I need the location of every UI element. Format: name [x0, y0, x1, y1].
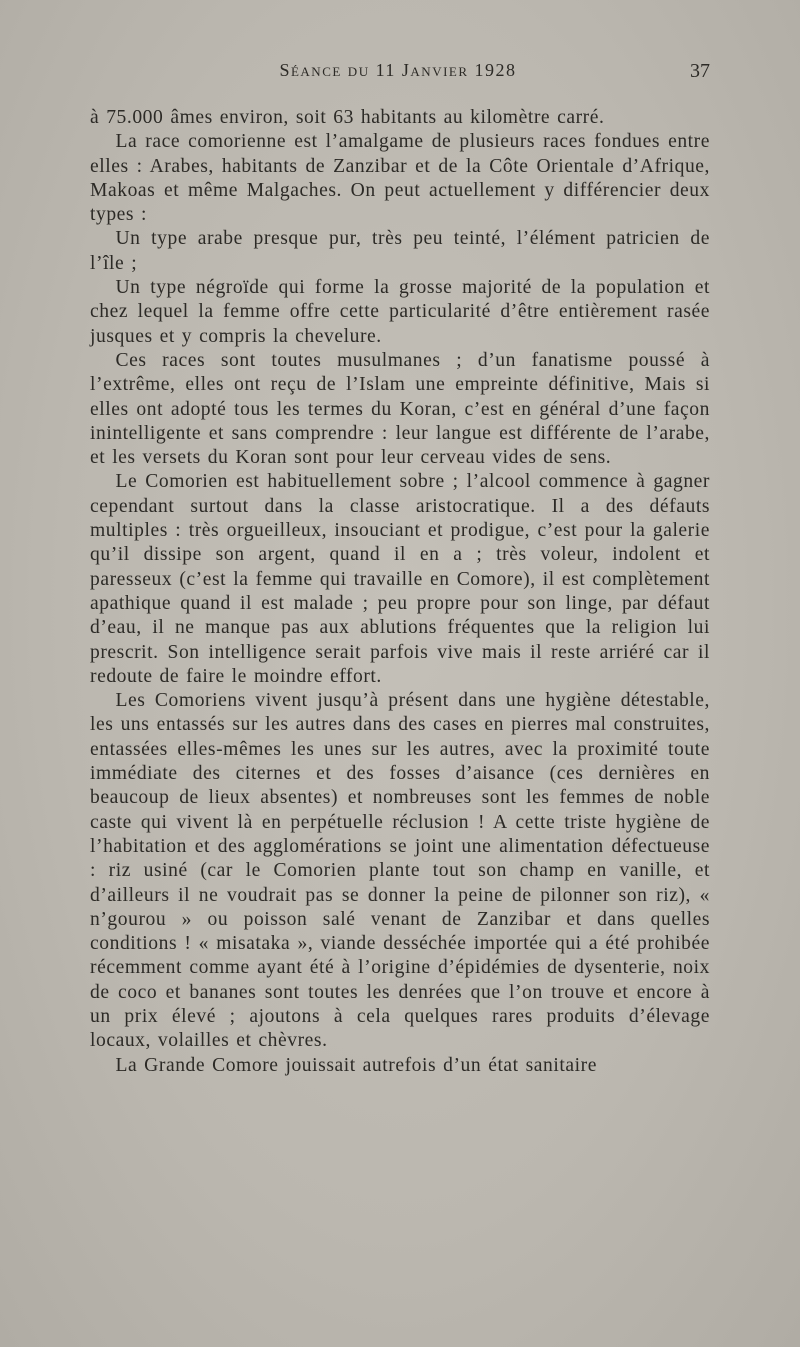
paragraph-8: La Grande Comore jouissait autrefois d’un état sanitaire [115, 1054, 597, 1076]
body-text [90, 106, 710, 1306]
page-number: 37 [690, 60, 710, 82]
paragraph-2: La race comorienne est l’amalgame de plusieurs races fondues entre elles : Arabes, habitants de Zanzibar et de la Côte Orientale d’Afrique, Makoas et même Malgaches. On peut actuellement y différencier deux types : [90, 131, 710, 226]
paragraph-3: Un type arabe presque pur, très peu teinté, l’élément patricien de l’île ; [90, 228, 710, 274]
paragraph-5: Ces races sont toutes musulmanes ; d’un fanatisme poussé à l’extrême, elles ont reçu de l’Islam une empreinte définitive, Mais si elles ont adopté tous les termes du Koran, c’est en général d’une façon inintelligente et sans comprendre : leur langue est différente de l’arabe, et les versets du Koran sont pour leur cerveau vides de sens. [90, 349, 710, 469]
paragraph-4: Un type négroïde qui forme la grosse majorité de la population et chez lequel la femme offre cette particularité d’être entièrement rasée jusques et y compris la chevelure. [90, 277, 710, 347]
paragraph-6: Le Comorien est habituellement sobre ; l’alcool commence à gagner cependant surtout dans la classe aristocratique. Il a des défauts multiples : très orgueilleux, insouciant et prodigue, c’est pour la galerie qu’il dissipe son argent, quand il en a ; très voleur, indolent et paresseux (c’est la femme qui travaille en Comore), il est complètement apathique quand il est malade ; peu propre pour son linge, par défaut d’eau, il ne manque pas aux ablutions fréquentes que la religion lui prescrit. Son intelligence serait parfois vive mais il reste arriéré car il redoute de faire le moindre effort. [90, 471, 710, 687]
paragraph-7: Les Comoriens vivent jusqu’à présent dans une hygiène détestable, les uns entassés sur les autres dans des cases en pierres mal construites, entassées elles-mêmes les unes sur les autres, avec la proximité toute immédiate des citernes et des fosses d’aisance (ces dernières en beaucoup de lieux absentes) et nombreuses sont les femmes de noble caste qui vivent là en perpétuelle réclusion ! A cette triste hygiène de l’habitation et des agglomérations se joint une alimentation défectueuse : riz usiné (car le Comorien plante tout son champ en vanille, et d’ailleurs il ne voudrait pas se donner la peine de pilonner son riz), « n’gourou » ou poisson salé venant de Zanzibar et dans quelles conditions ! « misataka », viande desséchée importée qui a été prohibée récemment comme ayant été à l’origine d’épidémies de dysenterie, noix de coco et bananes sont toutes les denrées que l’on trouve et encore à un prix élevé ; ajoutons à cela quelques rares produits d’élevage locaux, volailles et chèvres. [90, 690, 710, 1052]
running-title: Séance du 11 Janvier 1928 [279, 60, 517, 80]
paragraph-1: à 75.000 âmes environ, soit 63 habitants au kilomètre carré. [90, 107, 605, 128]
page-header [86, 60, 710, 90]
